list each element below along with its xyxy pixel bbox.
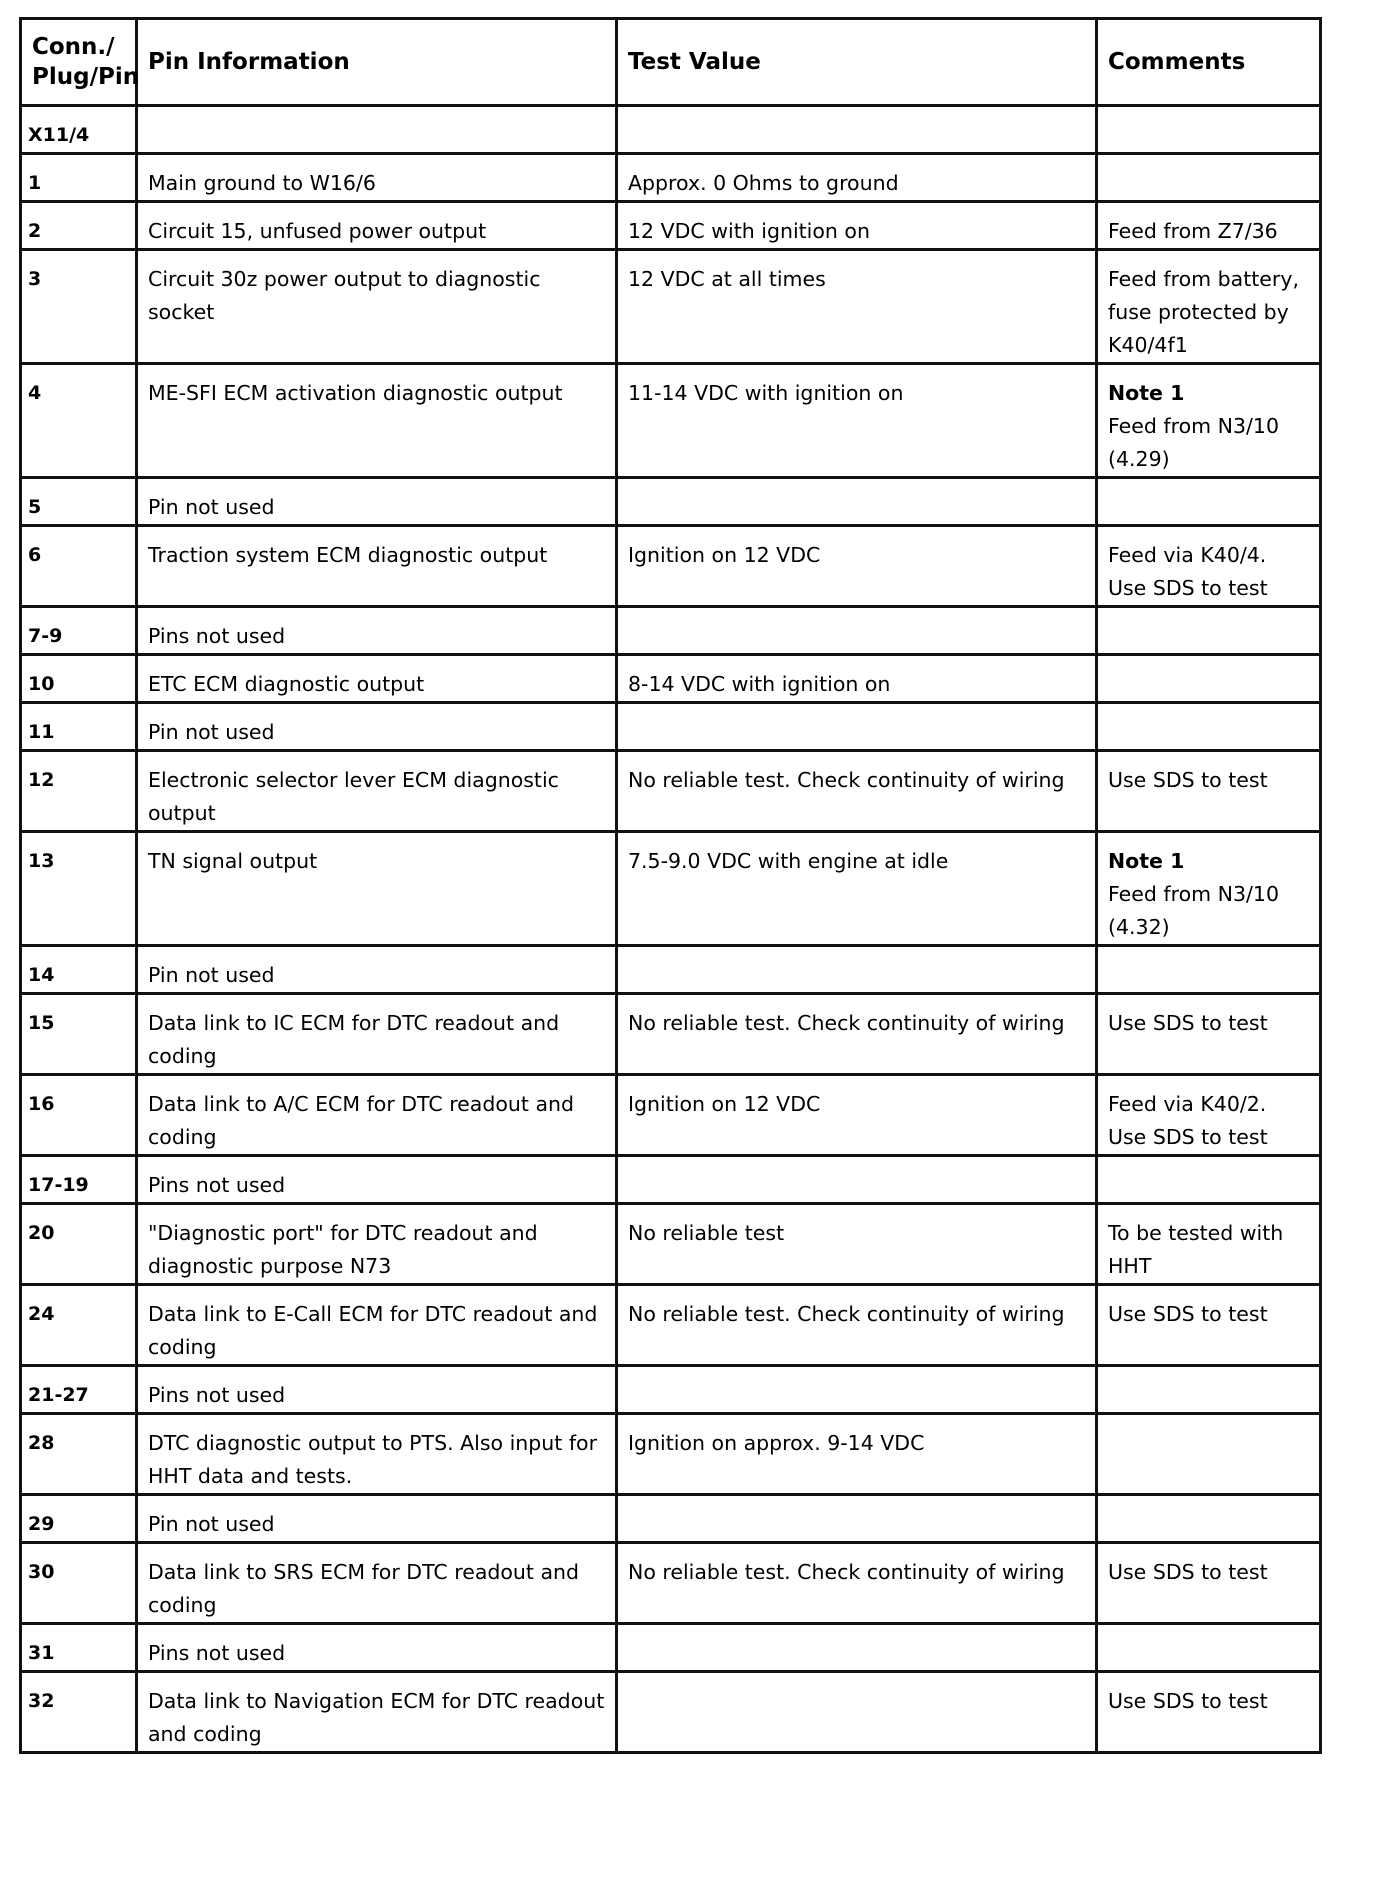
comment-text: Use SDS to test [1108, 1302, 1268, 1326]
table-row [21, 751, 1321, 832]
comment-text: Feed from Z7/36 [1108, 219, 1278, 243]
table-row [21, 1624, 1321, 1672]
test-cell [617, 364, 1097, 478]
test-cell [617, 1414, 1097, 1495]
test-cell-text: No reliable test. Check continuity of wiring [628, 1011, 1065, 1035]
pin-cell-text: 6 [28, 544, 42, 566]
comment-text: Use SDS to test [1108, 1689, 1268, 1713]
info-cell [137, 1366, 617, 1414]
info-cell [137, 526, 617, 607]
pin-cell-text: 5 [28, 496, 42, 518]
comments-cell [1097, 1624, 1321, 1672]
info-cell [137, 1075, 617, 1156]
table-row [21, 1366, 1321, 1414]
comments-cell [1097, 1414, 1321, 1495]
pin-cell [21, 946, 137, 994]
comments-cell [1097, 202, 1321, 250]
test-cell [617, 1204, 1097, 1285]
table-row [21, 1495, 1321, 1543]
table-row [21, 994, 1321, 1075]
comment-text: Feed from N3/10 (4.32) [1108, 882, 1280, 939]
info-cell [137, 478, 617, 526]
info-cell-text: Data link to A/C ECM for DTC readout and coding [148, 1092, 575, 1149]
info-cell-text: Pin not used [148, 720, 275, 744]
info-cell [137, 106, 617, 154]
table-row [21, 1414, 1321, 1495]
pin-cell [21, 364, 137, 478]
pin-cell-text: 11 [28, 721, 55, 743]
pin-cell-text: 15 [28, 1012, 55, 1034]
comments-cell [1097, 526, 1321, 607]
test-cell [617, 154, 1097, 202]
pin-cell [21, 1495, 137, 1543]
comments-cell [1097, 946, 1321, 994]
test-cell [617, 751, 1097, 832]
comment-text: Feed via K40/2. Use SDS to test [1108, 1092, 1268, 1149]
info-cell-text: Pins not used [148, 624, 286, 648]
comments-cell [1097, 832, 1321, 946]
test-cell [617, 1543, 1097, 1624]
info-cell [137, 1156, 617, 1204]
table-row [21, 1672, 1321, 1753]
info-cell-text: Data link to SRS ECM for DTC readout and coding [148, 1560, 580, 1617]
pin-cell-text: 13 [28, 850, 55, 872]
info-cell [137, 655, 617, 703]
info-cell-text: DTC diagnostic output to PTS. Also input for HHT data and tests. [148, 1431, 598, 1488]
comment-text: Feed via K40/4. Use SDS to test [1108, 543, 1268, 600]
table-row [21, 364, 1321, 478]
pin-cell-text: 30 [28, 1561, 55, 1583]
comment-text: Use SDS to test [1108, 1011, 1268, 1035]
table-row [21, 832, 1321, 946]
table-row [21, 1204, 1321, 1285]
info-cell-text: TN signal output [148, 849, 318, 873]
pin-cell [21, 703, 137, 751]
pin-cell-text: 20 [28, 1222, 55, 1244]
table-row [21, 1285, 1321, 1366]
table-row [21, 946, 1321, 994]
table-row [21, 1075, 1321, 1156]
info-cell [137, 751, 617, 832]
pin-cell-text: 31 [28, 1642, 55, 1664]
test-cell [617, 703, 1097, 751]
pin-cell-text: 28 [28, 1432, 55, 1454]
info-cell-text: "Diagnostic port" for DTC readout and diagnostic purpose N73 [148, 1221, 538, 1278]
test-cell [617, 106, 1097, 154]
comments-cell [1097, 1156, 1321, 1204]
pin-cell [21, 751, 137, 832]
test-cell [617, 1156, 1097, 1204]
pin-cell-text: 12 [28, 769, 55, 791]
comments-cell [1097, 1075, 1321, 1156]
test-cell [617, 526, 1097, 607]
pin-cell [21, 1285, 137, 1366]
pin-cell [21, 1543, 137, 1624]
comments-cell [1097, 751, 1321, 832]
pin-cell-text: 24 [28, 1303, 55, 1325]
info-cell-text: Main ground to W16/6 [148, 171, 376, 195]
test-cell-text: No reliable test. Check continuity of wiring [628, 1560, 1065, 1584]
table-row [21, 703, 1321, 751]
info-cell-text: Electronic selector lever ECM diagnostic output [148, 768, 559, 825]
comment-text: To be tested with HHT [1108, 1221, 1284, 1278]
pin-cell [21, 202, 137, 250]
pin-cell-text: 1 [28, 172, 42, 194]
comments-cell [1097, 1366, 1321, 1414]
test-cell [617, 1495, 1097, 1543]
info-cell [137, 250, 617, 364]
header-pin: Conn./ Plug/Pin [21, 19, 137, 106]
test-cell [617, 1366, 1097, 1414]
comment-text: Feed from N3/10 (4.29) [1108, 414, 1280, 471]
test-cell-text: 7.5-9.0 VDC with engine at idle [628, 849, 949, 873]
info-cell [137, 1624, 617, 1672]
info-cell-text: Pin not used [148, 495, 275, 519]
table-row [21, 1156, 1321, 1204]
info-cell [137, 364, 617, 478]
comments-cell [1097, 655, 1321, 703]
test-cell [617, 250, 1097, 364]
info-cell-text: Pins not used [148, 1383, 286, 1407]
pin-cell-text: 14 [28, 964, 55, 986]
info-cell-text: Pins not used [148, 1173, 286, 1197]
info-cell-text: Data link to Navigation ECM for DTC readout and coding [148, 1689, 605, 1746]
test-cell-text: 11-14 VDC with ignition on [628, 381, 904, 405]
info-cell [137, 1543, 617, 1624]
comments-cell [1097, 994, 1321, 1075]
table-row [21, 250, 1321, 364]
comments-cell [1097, 364, 1321, 478]
table-row [21, 655, 1321, 703]
test-cell-text: Ignition on 12 VDC [628, 1092, 821, 1116]
pin-cell [21, 994, 137, 1075]
info-cell [137, 1204, 617, 1285]
comment-text: Use SDS to test [1108, 1560, 1268, 1584]
pin-cell-text: 29 [28, 1513, 55, 1535]
info-cell [137, 1414, 617, 1495]
test-cell [617, 607, 1097, 655]
info-cell-text: ETC ECM diagnostic output [148, 672, 425, 696]
comments-cell [1097, 250, 1321, 364]
test-cell-text: No reliable test. Check continuity of wiring [628, 768, 1065, 792]
test-cell-text: Ignition on 12 VDC [628, 543, 821, 567]
comments-cell [1097, 1204, 1321, 1285]
pin-cell [21, 250, 137, 364]
note-label: Note 1 [1108, 849, 1185, 873]
pin-cell-text: 3 [28, 268, 42, 290]
test-cell [617, 832, 1097, 946]
comments-cell [1097, 1543, 1321, 1624]
comments-cell [1097, 478, 1321, 526]
comments-cell [1097, 1672, 1321, 1753]
test-cell-text: Approx. 0 Ohms to ground [628, 171, 899, 195]
test-cell-text: 12 VDC with ignition on [628, 219, 870, 243]
info-cell [137, 1672, 617, 1753]
info-cell [137, 946, 617, 994]
info-cell [137, 202, 617, 250]
info-cell-text: ME-SFI ECM activation diagnostic output [148, 381, 563, 405]
pin-cell [21, 607, 137, 655]
info-cell-text: Data link to E-Call ECM for DTC readout and coding [148, 1302, 598, 1359]
header-comments: Comments [1097, 19, 1321, 106]
table-row [21, 106, 1321, 154]
table-row [21, 154, 1321, 202]
info-cell [137, 1285, 617, 1366]
pin-cell [21, 106, 137, 154]
test-cell [617, 946, 1097, 994]
pin-cell [21, 832, 137, 946]
test-cell [617, 1672, 1097, 1753]
comment-text: Use SDS to test [1108, 768, 1268, 792]
test-cell [617, 1285, 1097, 1366]
info-cell-text: Circuit 15, unfused power output [148, 219, 487, 243]
info-cell-text: Pin not used [148, 963, 275, 987]
info-cell [137, 994, 617, 1075]
pin-table [19, 17, 1322, 1754]
info-cell-text: Pin not used [148, 1512, 275, 1536]
header-row [21, 19, 1321, 106]
pin-cell [21, 1672, 137, 1753]
header-test: Test Value [617, 19, 1097, 106]
comments-cell [1097, 1495, 1321, 1543]
pin-cell-text: X11/4 [28, 124, 90, 146]
table-row [21, 202, 1321, 250]
info-cell [137, 832, 617, 946]
test-cell [617, 478, 1097, 526]
pin-cell [21, 1204, 137, 1285]
pin-cell [21, 1156, 137, 1204]
test-cell [617, 994, 1097, 1075]
pin-cell-text: 16 [28, 1093, 55, 1115]
comments-cell [1097, 154, 1321, 202]
test-cell-text: 12 VDC at all times [628, 267, 826, 291]
info-cell [137, 1495, 617, 1543]
test-cell [617, 202, 1097, 250]
pin-cell [21, 655, 137, 703]
pin-cell-text: 2 [28, 220, 42, 242]
pin-cell-text: 21-27 [28, 1384, 89, 1406]
pin-cell-text: 10 [28, 673, 55, 695]
info-cell-text: Circuit 30z power output to diagnostic socket [148, 267, 541, 324]
pin-cell [21, 1624, 137, 1672]
pin-cell [21, 154, 137, 202]
pin-cell-text: 7-9 [28, 625, 63, 647]
info-cell [137, 703, 617, 751]
pin-cell-text: 32 [28, 1690, 55, 1712]
info-cell [137, 154, 617, 202]
pin-cell [21, 1366, 137, 1414]
pin-cell-text: 4 [28, 382, 42, 404]
test-cell [617, 1624, 1097, 1672]
comments-cell [1097, 607, 1321, 655]
info-cell-text: Traction system ECM diagnostic output [148, 543, 548, 567]
info-cell-text: Data link to IC ECM for DTC readout and coding [148, 1011, 560, 1068]
pin-cell [21, 478, 137, 526]
pin-cell [21, 1075, 137, 1156]
header-info: Pin Information [137, 19, 617, 106]
note-label: Note 1 [1108, 381, 1185, 405]
test-cell [617, 655, 1097, 703]
pin-cell [21, 526, 137, 607]
table-row [21, 607, 1321, 655]
test-cell [617, 1075, 1097, 1156]
test-cell-text: Ignition on approx. 9-14 VDC [628, 1431, 925, 1455]
comments-cell [1097, 1285, 1321, 1366]
table-row [21, 526, 1321, 607]
test-cell-text: No reliable test. Check continuity of wiring [628, 1302, 1065, 1326]
comments-cell [1097, 106, 1321, 154]
table-row [21, 1543, 1321, 1624]
pin-cell-text: 17-19 [28, 1174, 89, 1196]
test-cell-text: No reliable test [628, 1221, 785, 1245]
table-row [21, 478, 1321, 526]
pin-cell [21, 1414, 137, 1495]
info-cell [137, 607, 617, 655]
comment-text: Feed from battery, fuse protected by K40/4f1 [1108, 267, 1299, 357]
comments-cell [1097, 703, 1321, 751]
test-cell-text: 8-14 VDC with ignition on [628, 672, 891, 696]
info-cell-text: Pins not used [148, 1641, 286, 1665]
